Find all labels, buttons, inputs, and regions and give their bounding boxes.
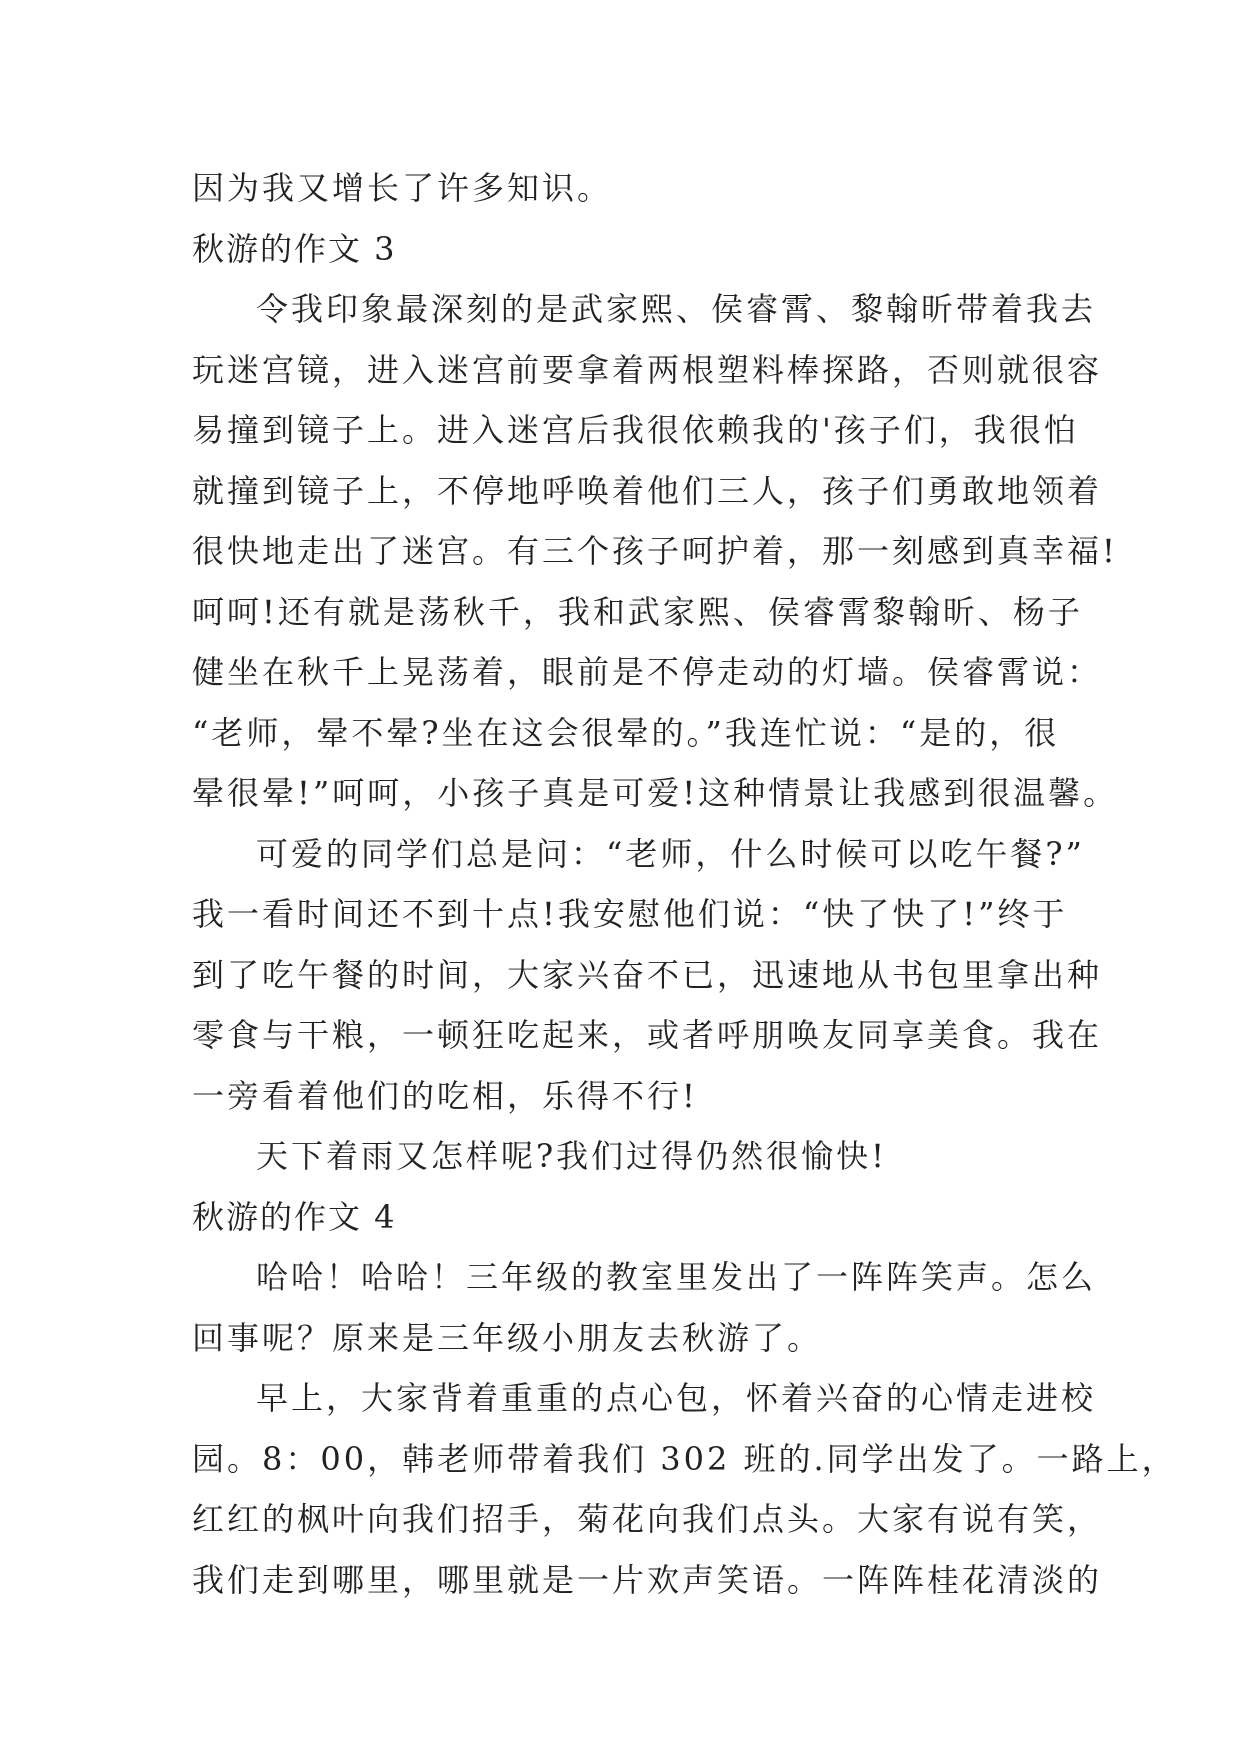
text-line: “老师，晕不晕?坐在这会很晕的。”我连忙说：“是的，很 [192,713,1060,752]
text-line: 我们走到哪里，哪里就是一片欢声笑语。一阵阵桂花清淡的 [192,1560,1103,1599]
text-line: 易撞到镜子上。进入迷宫后我很依赖我的'孩子们，我很怕 [192,411,1079,449]
text-line: 我一看时间还不到十点!我安慰他们说：“快了快了!”终于 [192,895,1068,933]
text-line: 令我印象最深刻的是武家熙、侯睿霄、黎翰昕带着我去 [256,290,1097,328]
text-line: 哈哈！哈哈！三年级的教室里发出了一阵阵笑声。怎么 [256,1258,1097,1296]
text-line: 晕很晕!”呵呵，小孩子真是可爱!这种情景让我感到很温馨。 [192,774,1119,812]
text-line: 一旁看着他们的吃相，乐得不行! [192,1076,698,1115]
text-line: 呵呵!还有就是荡秋千，我和武家熙、侯睿霄黎翰昕、杨子 [192,592,1083,631]
text-line: 很快地走出了迷宫。有三个孩子呵护着，那一刻感到真幸福! [192,532,1118,570]
text-line: 到了吃午餐的时间，大家兴奋不已，迅速地从书包里拿出种 [192,955,1103,994]
text-line: 就撞到镜子上，不停地呼唤着他们三人，孩子们勇敢地领着 [192,471,1103,510]
text-line: 玩迷宫镜，进入迷宫前要拿着两根塑料棒探路，否则就很容 [192,350,1103,389]
text-line: 红红的枫叶向我们招手，菊花向我们点头。大家有说有笑， [192,1500,1103,1538]
section-heading: 秋游的作文 3 [192,229,397,268]
section-heading: 秋游的作文 4 [192,1197,397,1236]
document-body [192,158,1177,1610]
text-line: 天下着雨又怎样呢?我们过得仍然很愉快! [256,1137,888,1175]
text-line: 园。8：00，韩老师带着我们 302 班的.同学出发了。一路上， [192,1439,1177,1478]
text-line: 回事呢？原来是三年级小朋友去秋游了。 [192,1318,823,1357]
text-line: 因为我又增长了许多知识。 [192,169,613,207]
text-line: 可爱的同学们总是问：“老师，什么时候可以吃午餐?” [256,834,1085,873]
text-line: 零食与干粮，一顿狂吃起来，或者呼朋唤友同享美食。我在 [192,1016,1103,1054]
text-line: 健坐在秋千上晃荡着，眼前是不停走动的灯墙。侯睿霄说： [192,653,1103,691]
text-line: 早上，大家背着重重的点心包，怀着兴奋的心情走进校 [256,1379,1097,1417]
